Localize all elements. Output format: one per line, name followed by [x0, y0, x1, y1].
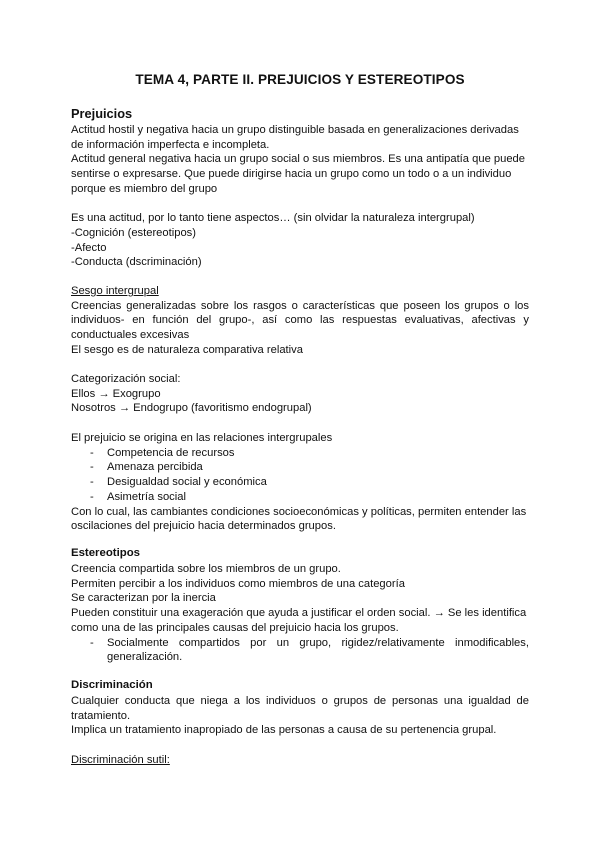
discriminacion-sutil-heading: Discriminación sutil: — [71, 753, 170, 766]
discriminacion-implication: Implica un tratamiento inapropiado de las personas a causa de su pertenencia grupal. — [71, 724, 497, 737]
prejuicios-definition-2: Actitud general negativa hacia un grupo social o sus miembros. Es una antipatía que puede sentirse o expresarse. Que puede dirigirse hacia un grupo como un todo o a un individuo porque es miembro del grupo — [71, 153, 526, 195]
estereotipos-line: Permiten percibir a los individuos como miembros de una categoría — [71, 577, 405, 590]
section-discriminacion — [71, 678, 529, 768]
prejuicios-definition-1: Actitud hostil y negativa hacia un grupo distinguible basada en generalizaciones derivadas de información imperfecta e incompleta. — [71, 124, 519, 151]
section-heading-estereotipos: Estereotipos — [71, 547, 140, 559]
list-item: - Asimetría social — [71, 490, 529, 505]
estereotipos-line: Se caracterizan por la inercia — [71, 592, 216, 605]
aspect-item: -Afecto — [71, 241, 107, 254]
sesgo-definition: Creencias generalizadas sobre los rasgos o características que poseen los grupos o los individuos- en función del grupo-, así como las respuestas evaluativas, afectivas y conductuales excesivas — [71, 299, 529, 342]
aspect-item: -Cognición (estereotipos) — [71, 226, 196, 239]
estereotipos-line: Creencia compartida sobre los miembros de un grupo. — [71, 563, 341, 575]
section-origen — [71, 431, 529, 534]
categorizacion-line: Nosotros → Endogrupo (favoritismo endogrupal) — [71, 402, 312, 415]
categorizacion-heading: Categorización social: — [71, 373, 181, 385]
page-title: TEMA 4, PARTE II. PREJUICIOS Y ESTEREOTIPOS — [135, 72, 465, 87]
section-sesgo — [71, 284, 529, 358]
list-item: - Amenaza percibida — [71, 460, 529, 475]
list-item: - Socialmente compartidos por un grupo, rigidez/relativamente inmodificables, generalización. — [71, 636, 529, 665]
origen-intro: El prejuicio se origina en las relaciones intergrupales — [71, 432, 333, 444]
section-prejuicios — [71, 106, 529, 270]
origen-conclusion: Con lo cual, las cambiantes condiciones socioeconómicas y políticas, permiten entender las oscilaciones del prejuicio hacia determinados grupos. — [71, 505, 527, 533]
section-heading-sesgo: Sesgo intergrupal — [71, 285, 159, 297]
section-heading-prejuicios: Prejuicios — [71, 106, 133, 121]
section-estereotipos — [71, 546, 529, 665]
discriminacion-definition: Cualquier conducta que niega a los individuos o grupos de personas una igualdad de tratamiento. — [71, 695, 529, 722]
section-categorizacion — [71, 372, 529, 416]
estereotipos-list — [71, 636, 529, 665]
list-item: - Competencia de recursos — [71, 446, 529, 461]
list-item: - Desigualdad social y económica — [71, 475, 529, 490]
section-heading-discriminacion: Discriminación — [71, 679, 153, 691]
aspect-item: -Conducta (dscriminación) — [71, 256, 202, 269]
sesgo-nature: El sesgo es de naturaleza comparativa relativa — [71, 343, 303, 356]
prejuicios-aspects-intro: Es una actitud, por lo tanto tiene aspectos… (sin olvidar la naturaleza intergrupal) — [71, 212, 475, 225]
categorizacion-line: Ellos → Exogrupo — [71, 387, 161, 400]
estereotipos-justification: Pueden constituir una exageración que ayuda a justificar el orden social. → Se les identifica como una de las principales causas del prejuicio hacia los grupos. — [71, 607, 527, 634]
origen-list — [71, 446, 529, 505]
